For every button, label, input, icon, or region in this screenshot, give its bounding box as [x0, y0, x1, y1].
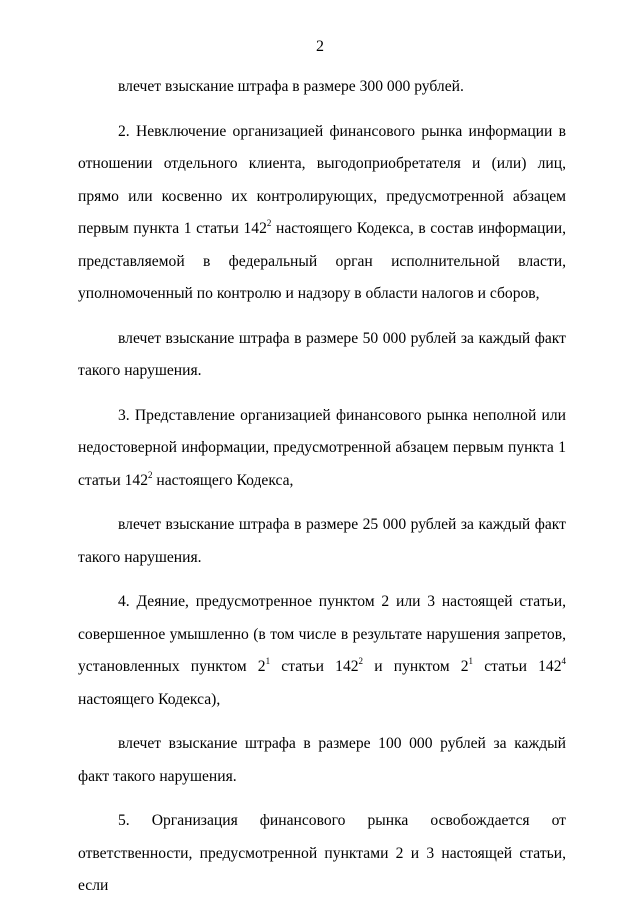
paragraph-text: влечет взыскание штрафа в размере 50 000 рублей за каждый факт такого нарушения. — [78, 329, 566, 379]
page-number: 2 — [316, 38, 324, 55]
article-superscript: 1 — [468, 656, 474, 666]
paragraph-text: настоящего Кодекса), — [78, 690, 221, 708]
article-superscript: 1 — [265, 656, 271, 666]
article-superscript: 2 — [358, 656, 364, 666]
paragraph-penalty-50000 — [78, 323, 566, 388]
paragraph-penalty-25000 — [78, 509, 566, 574]
paragraph-item-5 — [78, 805, 566, 903]
paragraph-text: 3. Представление организацией финансового рынка неполной или недостоверной информации, предусмотренной абзацем первым пункта 1 статьи 142 — [78, 406, 566, 489]
paragraph-text: влечет взыскание штрафа в размере 300 000 рублей. — [118, 78, 464, 95]
paragraph-item-3 — [78, 400, 566, 498]
paragraph-text: влечет взыскание штрафа в размере 25 000 рублей за каждый факт такого нарушения. — [78, 516, 566, 566]
paragraph-text: статьи 142 — [270, 658, 359, 675]
paragraph-text: настоящего Кодекса, — [152, 471, 294, 489]
article-superscript: 2 — [148, 469, 153, 480]
paragraph-text: и пунктом 2 — [363, 658, 469, 675]
paragraph-penalty-300000 — [78, 71, 566, 104]
paragraph-penalty-100000 — [78, 728, 566, 793]
document-body — [78, 71, 566, 915]
paragraph-text: 2. Невключение организацией финансового рынка информации в отношении отдельного клиента, выгодоприобретателя и (или) лиц, прямо или косвенно их контролирующих, предусмотренной абзацем первым пункта 1 статьи 142 — [78, 122, 566, 237]
paragraph-text: 4. Деяние, предусмотренное пунктом 2 или 3 настоящей статьи, совершенное умышленно (в том числе в результате нарушения запретов, установленных пунктом 2 — [78, 593, 566, 675]
paragraph-text: настоящего Кодекса, в состав информации, представляемой в федеральный орган исполнительной власти, уполномоченный по контролю и надзору в области налогов и сборов, — [78, 220, 566, 302]
paragraph-item-4 — [78, 586, 566, 716]
article-superscript: 4 — [561, 656, 566, 666]
paragraph-text: 5. Организация финансового рынка освобождается от ответственности, предусмотренной пунктами 2 и 3 настоящей статьи, если — [78, 812, 566, 894]
article-superscript: 2 — [266, 218, 272, 228]
paragraph-text: влечет взыскание штрафа в размере 100 000 рублей за каждый факт такого нарушения. — [78, 735, 566, 785]
paragraph-item-2 — [78, 116, 566, 311]
paragraph-text: статьи 142 — [473, 658, 562, 675]
